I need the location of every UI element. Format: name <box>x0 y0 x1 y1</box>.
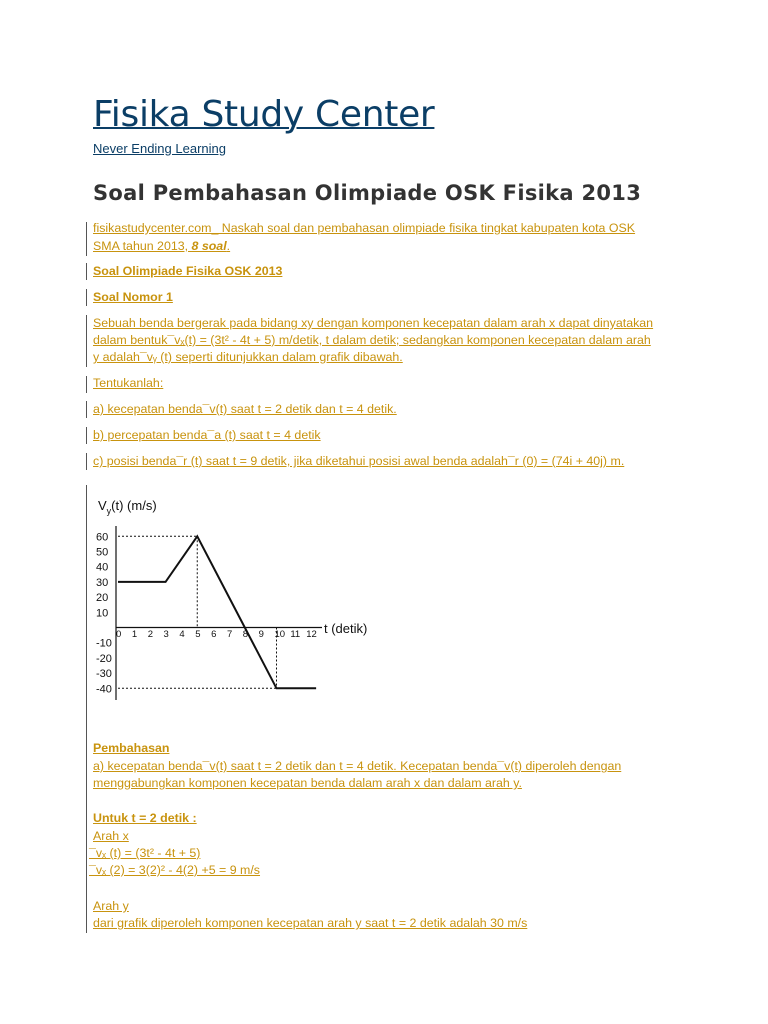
arah-y-text[interactable]: dari grafik diperoleh komponen kecepatan arah y saat t = 2 detik adalah 30 m/s <box>93 916 528 930</box>
task-item-a[interactable]: a) kecepatan benda¯v(t) saat t = 2 detik dan t = 4 detik. <box>93 402 397 416</box>
case-heading[interactable]: Untuk t = 2 detik : <box>93 811 197 825</box>
site-tagline[interactable]: Never Ending Learning <box>93 141 226 156</box>
site-title[interactable]: Fisika Study Center <box>93 94 435 135</box>
x-tick-label: 3 <box>163 629 169 640</box>
quote-bar <box>86 289 87 306</box>
y-tick-label: 50 <box>96 546 109 559</box>
y-tick-label: 30 <box>96 576 109 589</box>
y-tick-label: -20 <box>96 652 112 665</box>
solution-heading[interactable]: Pembahasan <box>93 741 170 755</box>
question-line-3[interactable]: y adalah¯vᵧ (t) seperti ditunjukkan dalam grafik dibawah. <box>93 350 403 364</box>
task-label[interactable]: Tentukanlah: <box>93 376 164 390</box>
y-tick-label: -30 <box>96 668 112 681</box>
x-tick-labels <box>116 629 317 640</box>
x-tick-label: 1 <box>131 629 138 640</box>
y-axis-title <box>98 498 157 516</box>
intro-line-1[interactable]: fisikastudycenter.com_ Naskah soal dan pembahasan olimpiade fisika tingkat kabupaten kota OSK <box>93 221 636 235</box>
x-tick-label: 12 <box>306 629 317 640</box>
post-title: Soal Pembahasan Olimpiade OSK Fisika 2013 <box>93 181 642 205</box>
solution-line-2[interactable]: menggabungkan komponen kecepatan benda dalam arah x dan dalam arah y. <box>93 776 522 790</box>
y-tick-label: -10 <box>96 637 112 650</box>
intro-line-2[interactable] <box>93 238 230 255</box>
question-line-1[interactable]: Sebuah benda bergerak pada bidang xy dengan komponen kecepatan dalam arah x dapat dinyatakan <box>93 316 654 330</box>
x-tick-label: 8 <box>242 629 249 640</box>
x-axis-title: t (detik) <box>324 621 368 636</box>
task-item-b[interactable]: b) percepatan benda¯a (t) saat t = 4 detik <box>93 428 321 442</box>
arah-x-label[interactable]: Arah x <box>93 829 129 843</box>
quote-bar <box>86 427 87 444</box>
x-tick-label: 7 <box>226 629 233 640</box>
intro-period: . <box>226 239 231 253</box>
equation-vx-2[interactable]: ¯vₓ (2) = 3(2)² - 4(2) +5 = 9 m/s <box>89 863 261 877</box>
y-tick-label: 40 <box>96 561 109 574</box>
task-item-c[interactable]: c) posisi benda¯r (t) saat t = 9 detik, jika diketahui posisi awal benda adalah¯r (0) = (74i + 40j) m. <box>93 454 625 468</box>
x-tick-label: 5 <box>195 629 201 640</box>
vy-series-line <box>118 536 316 688</box>
quote-bar <box>86 401 87 418</box>
x-tick-label: 10 <box>274 629 286 640</box>
question-line-2[interactable]: dalam bentuk¯vₓ(t) = (3t² - 4t + 5) m/detik, t dalam detik; sedangkan komponen kecepatan dalam arah <box>93 333 651 347</box>
y-tick-labels <box>96 531 112 695</box>
quote-bar <box>86 485 87 933</box>
x-tick-label: 2 <box>147 629 153 640</box>
y-tick-label: -40 <box>96 683 112 696</box>
x-tick-label: 4 <box>179 629 185 640</box>
y-tick-label: 10 <box>96 607 109 620</box>
intro-text: SMA tahun 2013, <box>93 239 192 253</box>
equation-vx[interactable]: ¯vₓ (t) = (3t² - 4t + 5) <box>89 846 201 860</box>
y-tick-label: 60 <box>96 531 109 544</box>
quote-bar <box>86 376 87 393</box>
quote-bar <box>86 315 87 367</box>
y-axis-rest: (t) (m/s) <box>111 498 157 513</box>
intro-soal-count: 8 soal <box>191 239 227 253</box>
quote-bar <box>86 263 87 280</box>
x-tick-label: 6 <box>211 629 217 640</box>
section-heading[interactable]: Soal Olimpiade Fisika OSK 2013 <box>93 264 283 278</box>
x-tick-label: 11 <box>290 629 301 640</box>
y-axis-v: V <box>98 498 107 513</box>
y-tick-label: 20 <box>96 592 109 605</box>
reference-lines <box>118 536 277 688</box>
solution-line-1[interactable]: a) kecepatan benda¯v(t) saat t = 2 detik dan t = 4 detik. Kecepatan benda¯v(t) diperoleh dengan <box>93 759 622 773</box>
arah-y-label[interactable]: Arah y <box>93 899 129 913</box>
x-tick-label: 9 <box>258 629 264 640</box>
question-heading[interactable]: Soal Nomor 1 <box>93 290 173 304</box>
quote-bar <box>86 453 87 470</box>
y-axis-sub: y <box>106 506 112 516</box>
quote-bar <box>86 222 87 256</box>
x-tick-label: 0 <box>116 629 122 640</box>
